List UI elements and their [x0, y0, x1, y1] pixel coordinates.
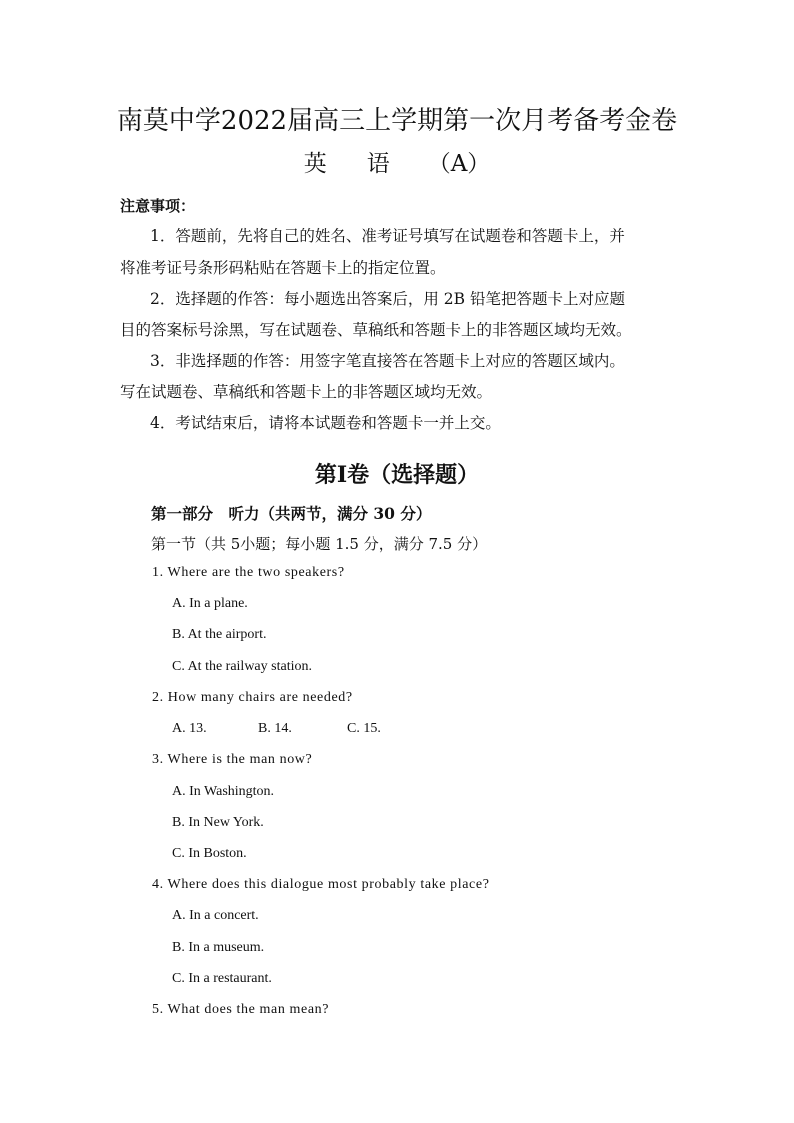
- q3-option-b: B. In New York.: [172, 815, 264, 830]
- q2-option-a: A. 13.: [172, 721, 207, 736]
- question-5: 5. What does the man mean?: [152, 1002, 330, 1017]
- q3-option-a: A. In Washington.: [172, 784, 275, 799]
- notice-line-5: 3．非选择题的作答：用签字笔直接答在答题卡上对应的答题区域内。: [150, 352, 625, 370]
- q2-option-c: C. 15.: [347, 721, 381, 736]
- question-2: 2. How many chairs are needed?: [152, 690, 353, 705]
- question-3: 3. Where is the man now?: [152, 752, 313, 767]
- subject-version: （A）: [427, 151, 491, 177]
- q4-option-b: B. In a museum.: [172, 940, 265, 955]
- notice-line-2: 将准考证号条形码粘贴在答题卡上的指定位置。: [120, 259, 446, 277]
- part-heading: 第一部分 听力（共两节，满分 30 分）: [151, 504, 432, 523]
- notice-line-1: 1．答题前，先将自己的姓名、准考证号填写在试题卷和答题卡上，并: [150, 227, 625, 245]
- q4-option-a: A. In a concert.: [172, 908, 259, 923]
- section-title: 第Ⅰ卷（选择题）: [314, 462, 480, 488]
- q3-option-c: C. In Boston.: [172, 846, 247, 861]
- notice-line-6: 写在试题卷、草稿纸和答题卡上的非答题区域均无效。: [120, 383, 493, 401]
- q2-option-b: B. 14.: [258, 721, 292, 736]
- exam-title: 南莫中学2022届高三上学期第一次月考备考金卷: [116, 106, 678, 136]
- subsection-heading: 第一节（共 5小题；每小题 1.5 分，满分 7.5 分）: [151, 535, 488, 553]
- notice-heading: 注意事项：: [120, 197, 196, 215]
- subject-char-2: 语: [366, 151, 390, 177]
- notice-line-4: 目的答案标号涂黑，写在试题卷、草稿纸和答题卡上的非答题区域均无效。: [120, 321, 632, 339]
- notice-line-3: 2．选择题的作答：每小题选出答案后，用 2B 铅笔把答题卡上对应题: [150, 290, 625, 308]
- question-4: 4. Where does this dialogue most probably take place?: [152, 877, 490, 892]
- q1-option-c: C. At the railway station.: [172, 659, 312, 674]
- q1-option-a: A. In a plane.: [172, 596, 248, 611]
- q4-option-c: C. In a restaurant.: [172, 971, 272, 986]
- subject-line: [0, 145, 794, 178]
- subject-char-1: 英: [303, 151, 327, 177]
- notice-line-7: 4．考试结束后，请将本试题卷和答题卡一并上交。: [150, 414, 501, 432]
- question-1: 1. Where are the two speakers?: [152, 565, 345, 580]
- q1-option-b: B. At the airport.: [172, 627, 267, 642]
